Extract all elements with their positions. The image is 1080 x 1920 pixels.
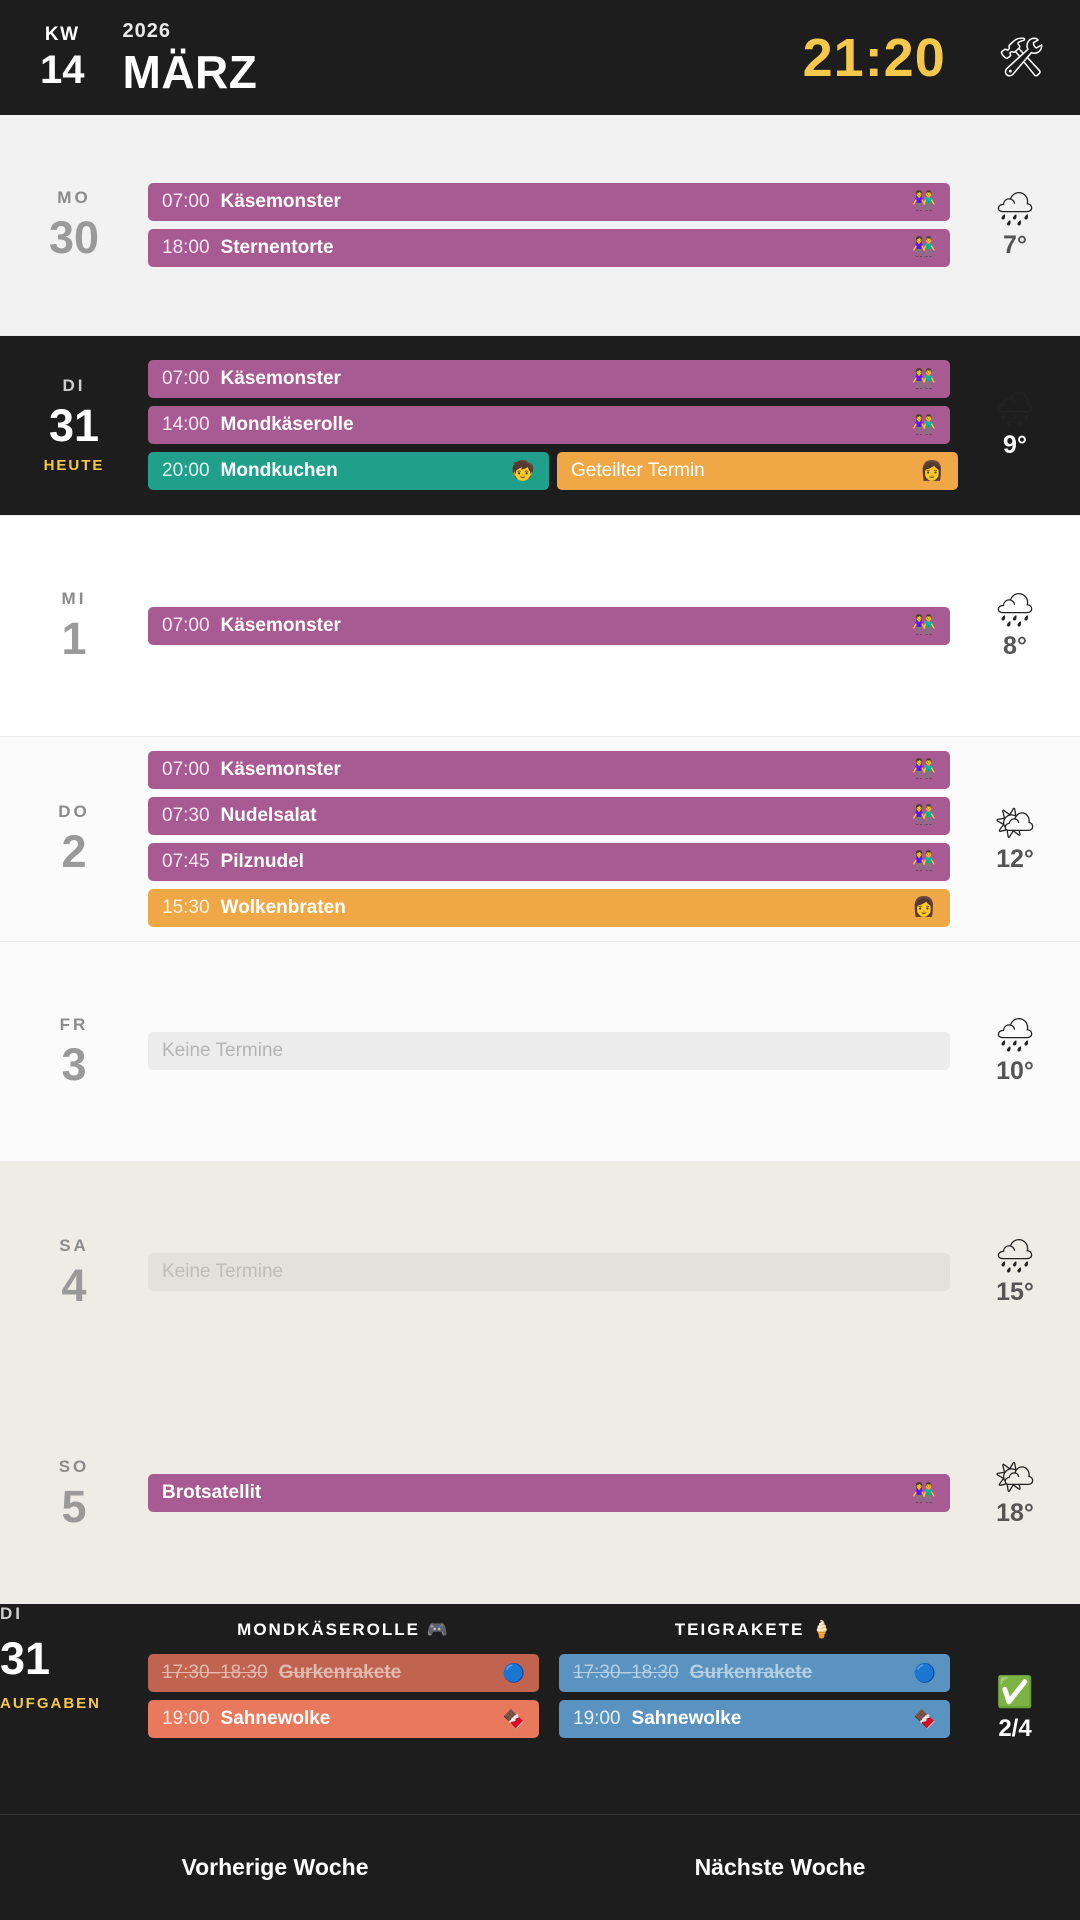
event-title: Brotsatellit [162, 1482, 262, 1504]
event-item[interactable] [148, 843, 950, 881]
event-row [148, 1474, 950, 1512]
weather-temperature: 9° [1003, 431, 1027, 460]
day-of-week: SO [58, 1456, 90, 1476]
weather-cell [950, 1162, 1080, 1382]
day-row [0, 737, 1080, 942]
day-number: 30 [48, 212, 100, 264]
event-title: Sternentorte [220, 236, 334, 258]
day-row [0, 1162, 1080, 1383]
tasks-progress-value: 2/4 [998, 1714, 1032, 1742]
weather-temperature: 15° [996, 1278, 1034, 1307]
event-time: 07:00 [162, 614, 210, 636]
weather-icon: 🌧 [994, 590, 1036, 628]
event-item[interactable] [148, 229, 950, 267]
event-item[interactable] [148, 406, 950, 444]
event-row [148, 607, 950, 645]
event-item[interactable] [148, 183, 950, 221]
event-time: 07:00 [162, 190, 210, 212]
day-number: 1 [61, 613, 87, 665]
task-column [148, 1620, 539, 1798]
day-column [0, 737, 148, 941]
previous-week-button[interactable]: Vorherige Woche [181, 1854, 369, 1880]
event-row [148, 797, 950, 835]
event-title: Wolkenbraten [220, 896, 346, 918]
weather-cell [950, 115, 1080, 335]
day-column [0, 1383, 148, 1603]
calendar-week-number: 14 [40, 48, 85, 92]
next-week-button[interactable]: Nächste Woche [694, 1854, 866, 1880]
weather-cell [950, 942, 1080, 1162]
day-number: 2 [61, 826, 87, 878]
no-events-placeholder [148, 1032, 950, 1070]
weather-icon: 🌧 [994, 1237, 1036, 1275]
day-row [0, 115, 1080, 336]
day-number: 5 [61, 1480, 87, 1532]
task-category-icon: 🔵 [502, 1662, 525, 1683]
event-item[interactable] [148, 607, 950, 645]
event-row [148, 360, 950, 398]
day-events [148, 1162, 950, 1382]
tasks-daycol [0, 1604, 148, 1814]
event-person-icon: 🧒 [511, 460, 535, 482]
check-icon: ✅ [996, 1675, 1034, 1709]
event-time: 07:00 [162, 368, 210, 390]
event-row [148, 1032, 950, 1070]
event-person-icon: 👫 [912, 759, 936, 781]
calendar-week [40, 25, 85, 90]
task-time: 19:00 [573, 1708, 621, 1729]
weather-temperature: 7° [1003, 230, 1027, 259]
day-of-week: SA [59, 1235, 89, 1255]
task-category-icon: 🍫 [502, 1708, 525, 1729]
day-events [148, 737, 950, 941]
event-person-icon: 👫 [912, 805, 936, 827]
task-category-icon: 🍫 [913, 1708, 936, 1729]
event-title: Käsemonster [220, 368, 341, 390]
tasks-day-of-week: DI [0, 1604, 23, 1623]
task-item[interactable] [148, 1700, 539, 1738]
calendar-week-label: KW [44, 24, 80, 45]
weather-icon: 🌤 [994, 803, 1036, 841]
day-of-week: FR [59, 1014, 89, 1034]
event-person-icon: 👫 [912, 191, 936, 213]
event-title: Keine Termine [162, 1040, 284, 1062]
event-row [148, 406, 950, 444]
today-tag: HEUTE [43, 457, 105, 475]
weather-cell [950, 336, 1080, 515]
tasks-tag: AUFGABEN [0, 1695, 101, 1712]
event-row [148, 229, 950, 267]
day-of-week: DO [58, 802, 90, 822]
event-title: Nudelsalat [220, 804, 317, 826]
event-title: Keine Termine [162, 1261, 284, 1283]
event-person-icon: 👩 [920, 460, 944, 482]
event-row [148, 1253, 950, 1291]
tasks-columns [148, 1604, 950, 1814]
event-title: Käsemonster [220, 190, 341, 212]
event-title: Geteilter Termin [571, 460, 705, 482]
day-events [148, 516, 950, 736]
day-number: 31 [48, 400, 100, 452]
event-person-icon: 👫 [912, 851, 936, 873]
week-navigation [0, 1814, 1080, 1920]
event-person-icon: 👫 [912, 615, 936, 637]
day-number: 4 [61, 1259, 87, 1311]
week-grid [0, 115, 1080, 1604]
event-title: Mondkuchen [220, 460, 338, 482]
clock: 21:20 [802, 27, 946, 88]
month-label: MÄRZ [122, 45, 258, 98]
app-header [0, 0, 1080, 115]
event-title: Käsemonster [220, 758, 341, 780]
event-time: 07:45 [162, 850, 210, 872]
tasks-day-number: 31 [0, 1633, 51, 1684]
event-time: 20:00 [162, 460, 210, 482]
day-events [148, 1383, 950, 1603]
event-person-icon: 👩 [912, 897, 936, 919]
event-title: Käsemonster [220, 614, 341, 636]
task-category-icon: 🔵 [913, 1662, 936, 1683]
event-person-icon: 👫 [912, 237, 936, 259]
day-row [0, 942, 1080, 1163]
settings-tools-icon[interactable]: 🛠 [997, 36, 1046, 79]
weather-temperature: 18° [996, 1499, 1034, 1528]
event-item[interactable] [148, 1474, 950, 1512]
tasks-progress [950, 1604, 1080, 1814]
day-row [0, 336, 1080, 516]
event-row [148, 183, 950, 221]
day-column [0, 516, 148, 736]
weather-cell [950, 737, 1080, 941]
event-person-icon: 👫 [912, 414, 936, 436]
weather-cell [950, 1383, 1080, 1603]
event-time: 07:00 [162, 758, 210, 780]
year-label: 2026 [122, 19, 171, 42]
month-block [122, 19, 258, 98]
event-item[interactable] [148, 360, 950, 398]
weather-icon: 🌧 [994, 1016, 1036, 1054]
day-events [148, 336, 950, 515]
task-time: 17:30–18:30 [573, 1662, 679, 1683]
event-time: 14:00 [162, 414, 210, 436]
day-column [0, 115, 148, 335]
event-item[interactable] [148, 751, 950, 789]
weather-icon: 🌤 [994, 1458, 1036, 1496]
event-row [148, 843, 950, 881]
task-column-title: MONDKÄSEROLLE 🎮 [237, 1620, 450, 1639]
weather-icon: 🌧 [994, 390, 1036, 428]
task-item[interactable] [559, 1654, 950, 1692]
day-row [0, 1383, 1080, 1604]
tasks-section [0, 1604, 1080, 1814]
task-title: Sahnewolke [220, 1708, 331, 1729]
event-item[interactable] [148, 452, 549, 490]
task-column [559, 1620, 950, 1798]
event-person-icon: 👫 [912, 368, 936, 390]
task-title: Gurkenrakete [278, 1662, 402, 1683]
weather-temperature: 8° [1003, 631, 1027, 660]
day-row [0, 516, 1080, 737]
day-events [148, 115, 950, 335]
task-item[interactable] [148, 1654, 539, 1692]
day-of-week: MI [61, 589, 87, 609]
weather-icon: 🌧 [994, 189, 1036, 227]
event-item[interactable] [148, 889, 950, 927]
event-time: 15:30 [162, 896, 210, 918]
event-title: Pilznudel [220, 850, 304, 872]
no-events-placeholder [148, 1253, 950, 1291]
task-time: 17:30–18:30 [162, 1662, 268, 1683]
task-title: Gurkenrakete [689, 1662, 813, 1683]
task-item[interactable] [559, 1700, 950, 1738]
event-item[interactable] [557, 452, 958, 490]
event-row [148, 889, 950, 927]
weather-cell [950, 516, 1080, 736]
event-person-icon: 👫 [912, 1482, 936, 1504]
day-of-week: DI [62, 376, 86, 396]
day-number: 3 [61, 1038, 87, 1090]
task-column-title: TEIGRAKETE 🍦 [674, 1620, 835, 1639]
weather-temperature: 10° [996, 1057, 1034, 1086]
event-row [148, 452, 950, 490]
task-title: Sahnewolke [631, 1708, 742, 1729]
day-column [0, 1162, 148, 1382]
day-column [0, 942, 148, 1162]
event-row [148, 751, 950, 789]
event-title: Mondkäserolle [220, 414, 354, 436]
event-time: 07:30 [162, 804, 210, 826]
task-time: 19:00 [162, 1708, 210, 1729]
day-events [148, 942, 950, 1162]
day-column [0, 336, 148, 515]
day-of-week: MO [57, 188, 91, 208]
event-time: 18:00 [162, 236, 210, 258]
event-item[interactable] [148, 797, 950, 835]
weather-temperature: 12° [996, 844, 1034, 873]
